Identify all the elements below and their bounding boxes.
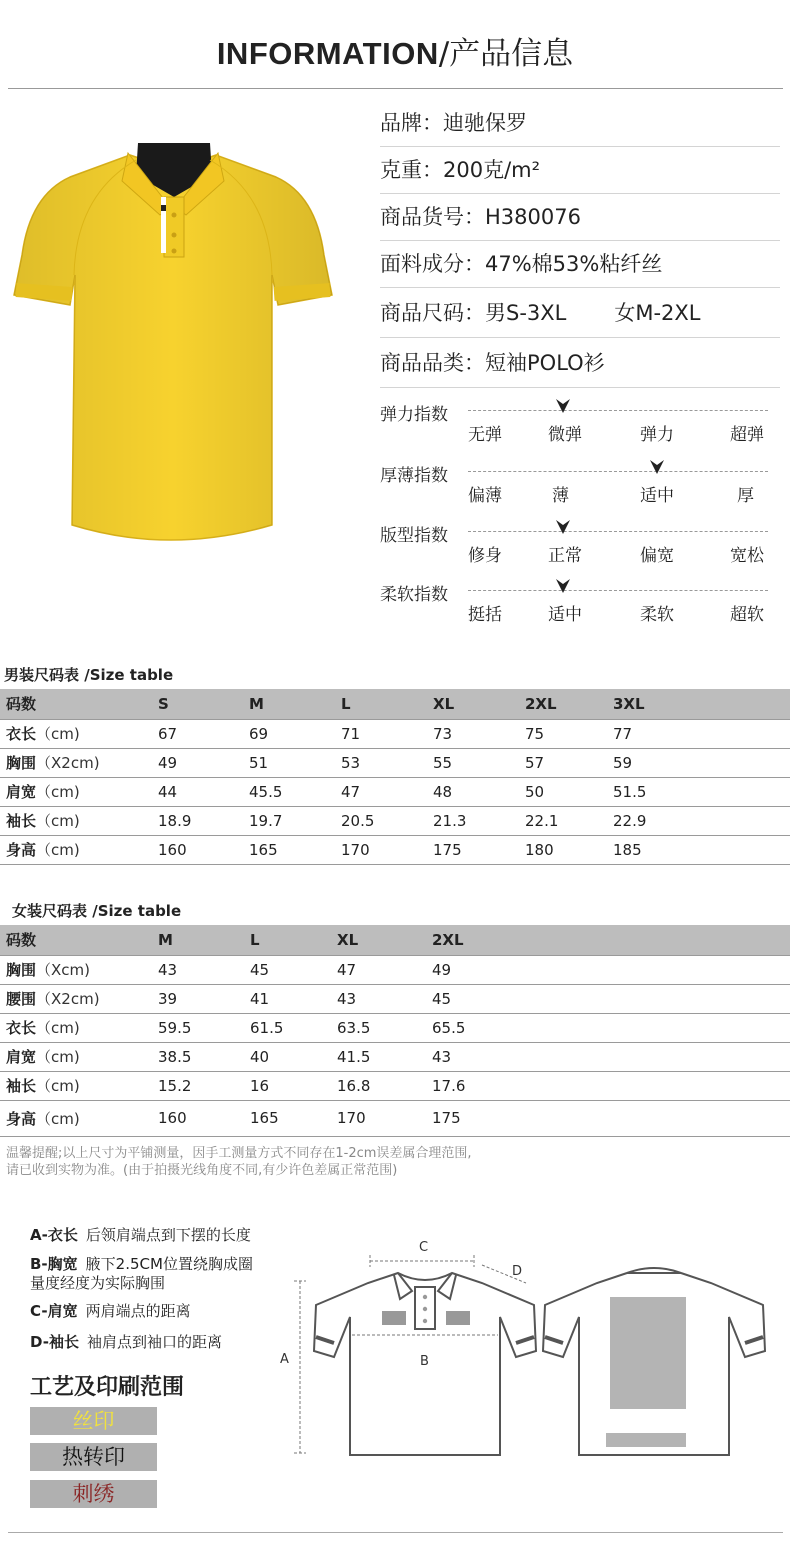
index-option: 微弹 xyxy=(548,425,582,445)
header-cell: 2XL xyxy=(519,689,607,719)
measurement-diagram xyxy=(270,1225,780,1470)
index-option: 超软 xyxy=(730,605,764,625)
index-softness xyxy=(380,580,780,640)
table-cell: 47 xyxy=(331,955,426,984)
table-cell: 15.2 xyxy=(152,1071,244,1100)
row-label: 肩宽（cm) xyxy=(0,1042,152,1071)
index-option: 适中 xyxy=(640,486,674,506)
info-category: 商品品类：短袖POLO衫 xyxy=(380,338,780,388)
table-row xyxy=(0,719,790,748)
table-cell: 47 xyxy=(335,777,427,806)
table-cell: 165 xyxy=(244,1100,331,1136)
row-label: 胸围（X2cm) xyxy=(0,748,152,777)
table-cell: 40 xyxy=(244,1042,331,1071)
table-cell: 185 xyxy=(607,835,790,864)
index-label: 柔软指数 xyxy=(380,585,448,605)
row-label: 身高（cm) xyxy=(0,1100,152,1136)
table-cell: 38.5 xyxy=(152,1042,244,1071)
measurement-desc: 后领肩端点到下摆的长度 xyxy=(85,1226,251,1244)
info-weight: 克重：200克/m² xyxy=(380,147,780,194)
header-cell: M xyxy=(243,689,335,719)
table-row xyxy=(0,1100,790,1136)
header-cell: 码数 xyxy=(0,925,152,955)
header-cell: L xyxy=(244,925,331,955)
header-cell: 3XL xyxy=(607,689,790,719)
table-cell: 61.5 xyxy=(244,1013,331,1042)
table-cell: 65.5 xyxy=(426,1013,790,1042)
index-option: 柔软 xyxy=(640,605,674,625)
table-cell: 18.9 xyxy=(152,806,243,835)
table-cell: 170 xyxy=(331,1100,426,1136)
table-cell: 160 xyxy=(152,835,243,864)
table-cell: 16 xyxy=(244,1071,331,1100)
measurement-b xyxy=(30,1255,253,1293)
info-size xyxy=(380,288,780,338)
row-label: 身高（cm) xyxy=(0,835,152,864)
divider xyxy=(8,1532,783,1533)
index-line xyxy=(468,471,768,472)
table-cell: 71 xyxy=(335,719,427,748)
table-cell: 22.9 xyxy=(607,806,790,835)
index-option: 超弹 xyxy=(730,425,764,445)
table-cell: 63.5 xyxy=(331,1013,426,1042)
table-row xyxy=(0,955,790,984)
index-line xyxy=(468,590,768,591)
table-cell: 73 xyxy=(427,719,519,748)
table-row xyxy=(0,835,790,864)
header-cell: XL xyxy=(331,925,426,955)
selected-marker-icon xyxy=(554,397,572,415)
measurement-key: A-衣长 xyxy=(30,1226,78,1244)
women-table-title: 女装尺码表 /Size table xyxy=(12,902,182,920)
header-cell: M xyxy=(152,925,244,955)
row-label: 袖长（cm) xyxy=(0,1071,152,1100)
table-cell: 45 xyxy=(426,984,790,1013)
measurement-key: C-肩宽 xyxy=(30,1302,78,1320)
table-row xyxy=(0,748,790,777)
table-cell: 21.3 xyxy=(427,806,519,835)
craft-silk-screen xyxy=(30,1407,157,1435)
header-cell: 码数 xyxy=(0,689,152,719)
info-fabric: 面料成分：47%棉53%粘纤丝 xyxy=(380,241,780,288)
header-cell: L xyxy=(335,689,427,719)
measurement-desc: 腋下2.5CM位置绕胸成圈 xyxy=(85,1255,253,1273)
table-cell: 48 xyxy=(427,777,519,806)
row-label: 胸围（Xcm) xyxy=(0,955,152,984)
table-cell: 39 xyxy=(152,984,244,1013)
measurement-desc: 两肩端点的距离 xyxy=(85,1302,191,1320)
table-cell: 43 xyxy=(152,955,244,984)
info-size-men: 商品尺码：男S-3XL xyxy=(380,301,567,325)
index-label: 厚薄指数 xyxy=(380,466,448,486)
index-option: 宽松 xyxy=(730,546,764,566)
info-size-women: 女M-2XL xyxy=(614,301,701,325)
index-label: 弹力指数 xyxy=(380,405,448,425)
measurement-key: B-胸宽 xyxy=(30,1255,78,1273)
info-item-no: 商品货号：H380076 xyxy=(380,194,780,241)
note-line-1: 温馨提醒;以上尺寸为平铺测量，因手工测量方式不同存在1-2cm误差属合理范围, xyxy=(6,1146,472,1161)
index-option: 弹力 xyxy=(640,425,674,445)
table-cell: 43 xyxy=(426,1042,790,1071)
table-cell: 175 xyxy=(427,835,519,864)
title-cn: /产品信息 xyxy=(438,36,574,72)
measurement-d xyxy=(30,1333,222,1352)
table-cell: 51.5 xyxy=(607,777,790,806)
row-label: 衣长（cm) xyxy=(0,719,152,748)
table-cell: 45 xyxy=(244,955,331,984)
table-cell: 175 xyxy=(426,1100,790,1136)
index-option: 无弹 xyxy=(468,425,502,445)
index-thickness xyxy=(380,461,780,521)
table-cell: 20.5 xyxy=(335,806,427,835)
label-d: D xyxy=(512,1264,523,1279)
product-shirt-image xyxy=(10,135,340,550)
measurement-key: D-袖长 xyxy=(30,1333,79,1351)
craft-title: 工艺及印刷范围 xyxy=(30,1375,185,1400)
table-row xyxy=(0,1071,790,1100)
label-b: B xyxy=(420,1354,429,1369)
table-cell: 43 xyxy=(331,984,426,1013)
table-cell: 22.1 xyxy=(519,806,607,835)
table-row xyxy=(0,1042,790,1071)
table-cell: 45.5 xyxy=(243,777,335,806)
row-label: 腰围（X2cm) xyxy=(0,984,152,1013)
women-size-table xyxy=(0,925,790,1137)
table-row xyxy=(0,984,790,1013)
table-cell: 51 xyxy=(243,748,335,777)
index-option: 厚 xyxy=(737,486,754,506)
table-cell: 160 xyxy=(152,1100,244,1136)
table-cell: 67 xyxy=(152,719,243,748)
table-cell: 55 xyxy=(427,748,519,777)
men-table-title: 男装尺码表 /Size table xyxy=(4,666,174,684)
header-cell: S xyxy=(152,689,243,719)
index-option: 正常 xyxy=(548,546,582,566)
index-label: 版型指数 xyxy=(380,526,448,546)
table-header-row xyxy=(0,689,790,719)
note-line-2: 请已收到实物为准。(由于拍摄光线角度不同,有少许色差属正常范围) xyxy=(6,1163,398,1178)
index-option: 偏宽 xyxy=(640,546,674,566)
title-en: INFORMATION xyxy=(216,36,439,71)
craft-embroidery xyxy=(30,1480,157,1508)
table-cell: 57 xyxy=(519,748,607,777)
measurement-a xyxy=(30,1226,251,1245)
product-info xyxy=(380,100,780,388)
table-cell: 16.8 xyxy=(331,1071,426,1100)
label-a: A xyxy=(280,1352,289,1367)
info-brand: 品牌：迪驰保罗 xyxy=(380,100,780,147)
table-cell: 49 xyxy=(152,748,243,777)
index-elasticity xyxy=(380,400,780,460)
selected-marker-icon xyxy=(554,518,572,536)
craft-label: 丝印 xyxy=(72,1409,115,1433)
header-cell: 2XL xyxy=(426,925,790,955)
table-header-row xyxy=(0,925,790,955)
table-cell: 19.7 xyxy=(243,806,335,835)
measurement-desc-2: 量度经度为实际胸围 xyxy=(30,1274,166,1292)
index-option: 适中 xyxy=(548,605,582,625)
row-label: 肩宽（cm) xyxy=(0,777,152,806)
craft-label: 热转印 xyxy=(62,1445,125,1469)
row-label: 衣长（cm) xyxy=(0,1013,152,1042)
index-option: 薄 xyxy=(552,486,569,506)
table-cell: 44 xyxy=(152,777,243,806)
table-cell: 53 xyxy=(335,748,427,777)
table-cell: 41.5 xyxy=(331,1042,426,1071)
index-option: 偏薄 xyxy=(468,486,502,506)
table-cell: 69 xyxy=(243,719,335,748)
table-cell: 59 xyxy=(607,748,790,777)
table-cell: 17.6 xyxy=(426,1071,790,1100)
index-line xyxy=(468,531,768,532)
label-c: C xyxy=(419,1240,429,1255)
table-cell: 75 xyxy=(519,719,607,748)
table-cell: 77 xyxy=(607,719,790,748)
selected-marker-icon xyxy=(554,577,572,595)
men-size-table xyxy=(0,689,790,865)
page-title xyxy=(0,28,790,73)
index-option: 挺括 xyxy=(468,605,502,625)
measurement-desc: 袖肩点到袖口的距离 xyxy=(86,1333,222,1351)
index-line xyxy=(468,410,768,411)
table-row xyxy=(0,806,790,835)
index-option: 修身 xyxy=(468,546,502,566)
table-row xyxy=(0,1013,790,1042)
table-cell: 50 xyxy=(519,777,607,806)
divider xyxy=(8,88,783,89)
craft-heat-transfer xyxy=(30,1443,157,1471)
row-label: 袖长（cm) xyxy=(0,806,152,835)
index-fit xyxy=(380,521,780,581)
table-cell: 170 xyxy=(335,835,427,864)
table-cell: 180 xyxy=(519,835,607,864)
table-cell: 49 xyxy=(426,955,790,984)
header-cell: XL xyxy=(427,689,519,719)
measurement-note xyxy=(6,1145,472,1179)
measurement-c xyxy=(30,1302,191,1321)
craft-label: 刺绣 xyxy=(72,1482,115,1506)
table-cell: 59.5 xyxy=(152,1013,244,1042)
table-cell: 41 xyxy=(244,984,331,1013)
table-row xyxy=(0,777,790,806)
selected-marker-icon xyxy=(648,458,666,476)
table-cell: 165 xyxy=(243,835,335,864)
